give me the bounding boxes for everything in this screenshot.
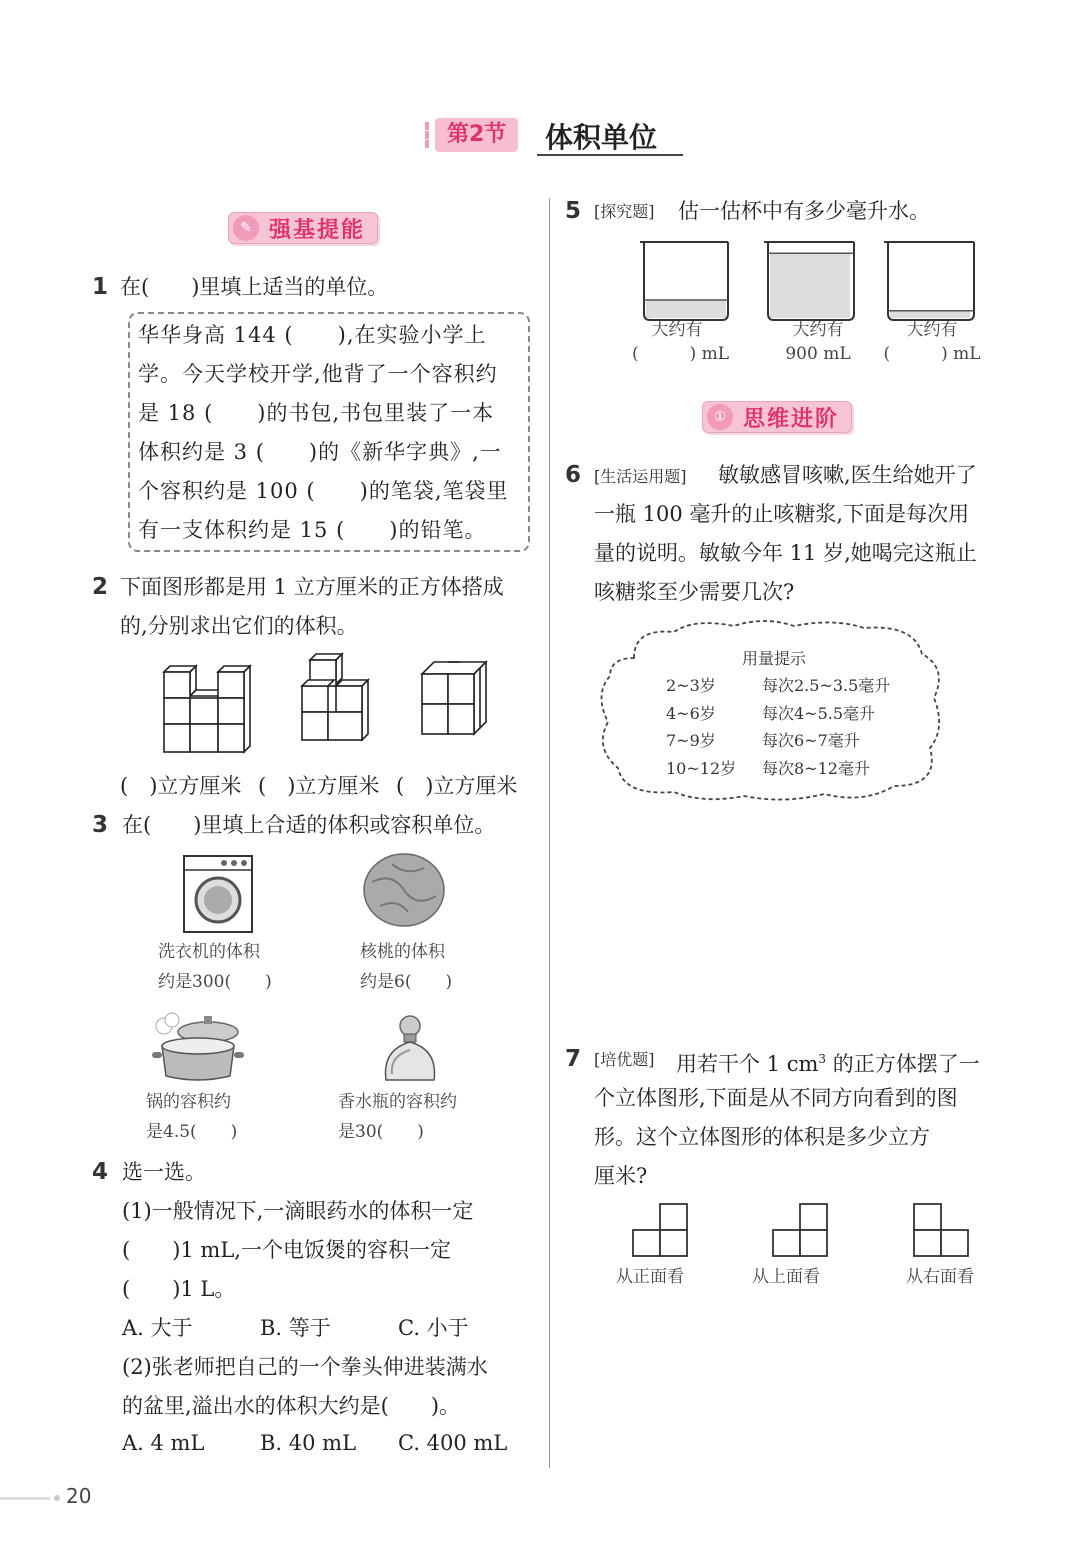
column-divider: [549, 198, 550, 1468]
washing-machine-icon: [180, 852, 256, 934]
item-caption: 香水瓶的容积约 是30( ): [338, 1092, 457, 1142]
text-line: 个立体图形,下面是从不同方向看到的图: [594, 1086, 958, 1110]
question-number: 5: [565, 198, 582, 224]
view-label-right: 从右面看: [906, 1267, 974, 1287]
cup-1: [640, 242, 728, 320]
text-line: 有一支体积约是 15 ( )的铅笔。: [138, 518, 487, 542]
text-line: 形。这个立体图形的体积是多少立方: [594, 1125, 930, 1149]
question-prompt: 估一估杯中有多少毫升水。: [678, 199, 930, 223]
text-line: (1)一般情况下,一滴眼药水的体积一定: [122, 1199, 474, 1223]
question-number: 3: [92, 812, 109, 838]
question-tag: [生活运用题]: [594, 467, 687, 486]
pot-icon: [148, 1006, 248, 1084]
question-prompt: 在( )里填上适当的单位。: [120, 275, 389, 299]
question-number: 4: [92, 1159, 109, 1185]
walnut-icon: [362, 852, 446, 928]
dosage-row: 10~12岁 每次8~12毫升: [666, 758, 870, 778]
right-view: [914, 1204, 968, 1256]
text-line: 一瓶 100 毫升的止咳糖浆,下面是每次用: [594, 502, 970, 526]
text-line: 个容积约是 100 ( )的笔袋,笔袋里: [138, 479, 509, 503]
text-line: 体积约是 3 ( )的《新华字典》,一: [138, 440, 502, 464]
footer-line: [0, 1497, 50, 1500]
dosage-row: 4~6岁 每次4~5.5毫升: [666, 703, 876, 723]
text-line: 量的说明。敏敏今年 11 岁,她喝完这瓶止: [594, 541, 977, 565]
option-b[interactable]: B. 等于: [260, 1316, 331, 1340]
dosage-row: 7~9岁 每次6~7毫升: [666, 731, 860, 750]
cube-figures: [150, 650, 510, 760]
section-title: 体积单位: [545, 121, 658, 154]
text-line: 学。今天学校开学,他背了一个容积约: [138, 362, 498, 386]
cube-figure-3: [422, 662, 486, 734]
question-body: [594, 495, 977, 612]
text-line: 咳糖浆至少需要几次?: [594, 580, 795, 604]
section-banner-basic: ✎ 强基提能: [228, 212, 378, 244]
cups-figure: [632, 236, 982, 326]
question-prompt: 在( )里填上合适的体积或容积单位。: [122, 813, 496, 837]
option-c[interactable]: C. 400 mL: [398, 1431, 508, 1455]
sub-question-2: [122, 1348, 488, 1426]
fill-text-lines: [138, 316, 509, 550]
cup-caption: 大约有 ( ) mL: [883, 320, 981, 364]
cup-2: [764, 242, 854, 320]
page-number: 20: [66, 1484, 92, 1508]
section-banner-advanced: ① 思维进阶: [702, 401, 852, 433]
question-line: 下面图形都是用 1 立方厘米的正方体搭成: [120, 575, 504, 599]
pencil-icon: ✎: [233, 215, 259, 241]
text-line: 用若干个 1 $cm^3$ 的正方体摆了一: [676, 1052, 980, 1076]
text-line: (2)张老师把自己的一个拳头伸进装满水: [122, 1355, 488, 1379]
question-prompt: 选一选。: [122, 1160, 206, 1184]
text-line: 敏敏感冒咳嗽,医生给她开了: [718, 463, 977, 487]
text-line: ( )1 L。: [122, 1277, 236, 1301]
answer-blank-2[interactable]: ( )立方厘米: [258, 774, 380, 798]
sub-question-1: [122, 1192, 473, 1309]
footer-dot: [54, 1495, 60, 1501]
three-views-figure: [630, 1200, 980, 1260]
question-tag: [探究题]: [594, 202, 655, 221]
question-line: 的,分别求出它们的体积。: [120, 614, 358, 638]
option-b[interactable]: B. 40 mL: [260, 1431, 357, 1455]
cube-figure-2: [302, 654, 368, 740]
perfume-bottle-icon: [380, 1014, 440, 1082]
cube-figure-1: [164, 666, 250, 752]
view-label-top: 从上面看: [752, 1267, 820, 1287]
option-a[interactable]: A. 4 mL: [122, 1431, 205, 1455]
item-caption: 锅的容积约 是4.5( ): [146, 1092, 238, 1142]
item-caption: 核桃的体积 约是6( ): [360, 942, 453, 992]
text-line: 厘米?: [594, 1164, 648, 1188]
text-line: ( )1 mL,一个电饭煲的容积一定: [122, 1238, 451, 1262]
option-a[interactable]: A. 大于: [122, 1316, 193, 1340]
dosage-table: [666, 672, 890, 782]
option-c[interactable]: C. 小于: [398, 1316, 469, 1340]
view-label-front: 从正面看: [616, 1267, 684, 1287]
cup-caption: 大约有 ( ) mL: [632, 320, 730, 364]
section-header: [425, 114, 685, 158]
item-caption: 洗衣机的体积 约是300( ): [158, 942, 272, 992]
cup-3: [884, 242, 974, 320]
answer-blank-3[interactable]: ( )立方厘米: [396, 774, 518, 798]
front-view: [633, 1204, 687, 1256]
text-line: 华华身高 144 ( ),在实验小学上: [138, 323, 487, 347]
text-line: 的盆里,溢出水的体积大约是( )。: [122, 1394, 461, 1418]
top-view: [773, 1204, 827, 1256]
question-tag: [培优题]: [594, 1050, 655, 1069]
section-number: 第2节: [435, 118, 518, 152]
question-number: 6: [565, 462, 582, 488]
question-body: [594, 1079, 958, 1196]
question-number: 1: [92, 274, 109, 300]
medal-icon: ①: [707, 404, 733, 430]
cup-caption: 大约有 900 mL: [785, 320, 851, 364]
question-number: 2: [92, 574, 109, 600]
header-underline: [537, 154, 683, 156]
question-number: 7: [565, 1046, 582, 1072]
text-line: 是 18 ( )的书包,书包里装了一本: [138, 401, 495, 425]
dosage-row: 2~3岁 每次2.5~3.5毫升: [666, 676, 891, 695]
answer-blank-1[interactable]: ( )立方厘米: [120, 774, 242, 798]
dosage-title: 用量提示: [742, 649, 807, 668]
